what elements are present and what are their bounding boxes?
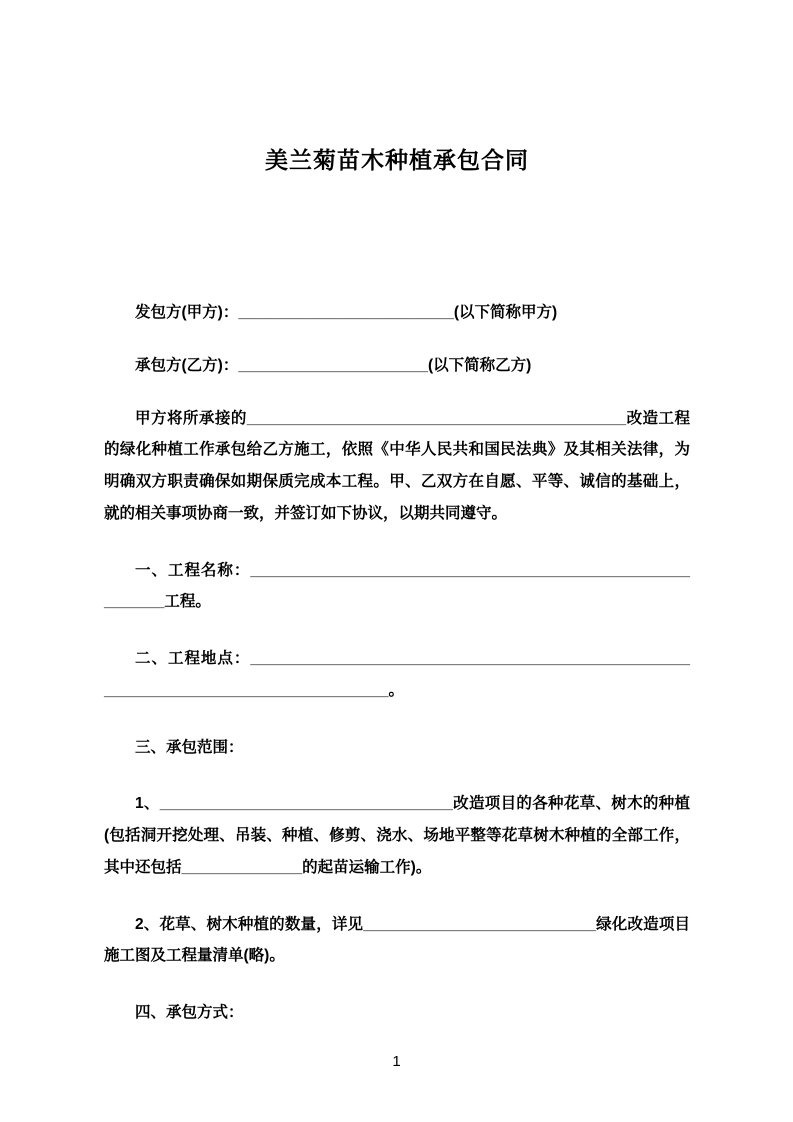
heading-scope: 三、承包范围： — [135, 738, 244, 756]
paragraph-scope-item-1: 1、__________________________________改造项目的各种花草、树木的种植(包括洞开挖处理、吊装、种植、修剪、浇水、场地平整等花草树木种植的全部工作，其中还包括______________的起苗运输工作)。 — [104, 795, 690, 876]
paragraph-scope-item-2: 2、花草、树木种植的数量，详见___________________________绿化改造项目施工图及工程量清单(略)。 — [104, 915, 690, 965]
paragraph-project-name: 一、工程名称：__________________________________________________________工程。 — [104, 561, 690, 611]
document-title: 美兰菊苗木种植承包合同 — [265, 147, 529, 173]
paragraph-party-b: 承包方(乙方)：______________________(以下简称乙方) — [135, 356, 532, 374]
page-number: 1 — [392, 1053, 401, 1070]
paragraph-preamble: 甲方将所承接的____________________________________________改造工程的绿化种植工作承包给乙方施工，依照《中华人民共和国民法典》及其相关法律，为明确双方职责确保如期保质完成本工程。甲、乙双方在自愿、平等、诚信的基础上，就的相关事项协商一致，并签订如下协议，以期共同遵守。 — [104, 409, 690, 522]
paragraph-project-location: 二、工程地点：____________________________________________________________________________________。 — [104, 650, 690, 699]
paragraph-party-a: 发包方(甲方)：_________________________(以下简称甲方) — [135, 304, 558, 321]
heading-contract-method: 四、承包方式： — [135, 1004, 244, 1022]
